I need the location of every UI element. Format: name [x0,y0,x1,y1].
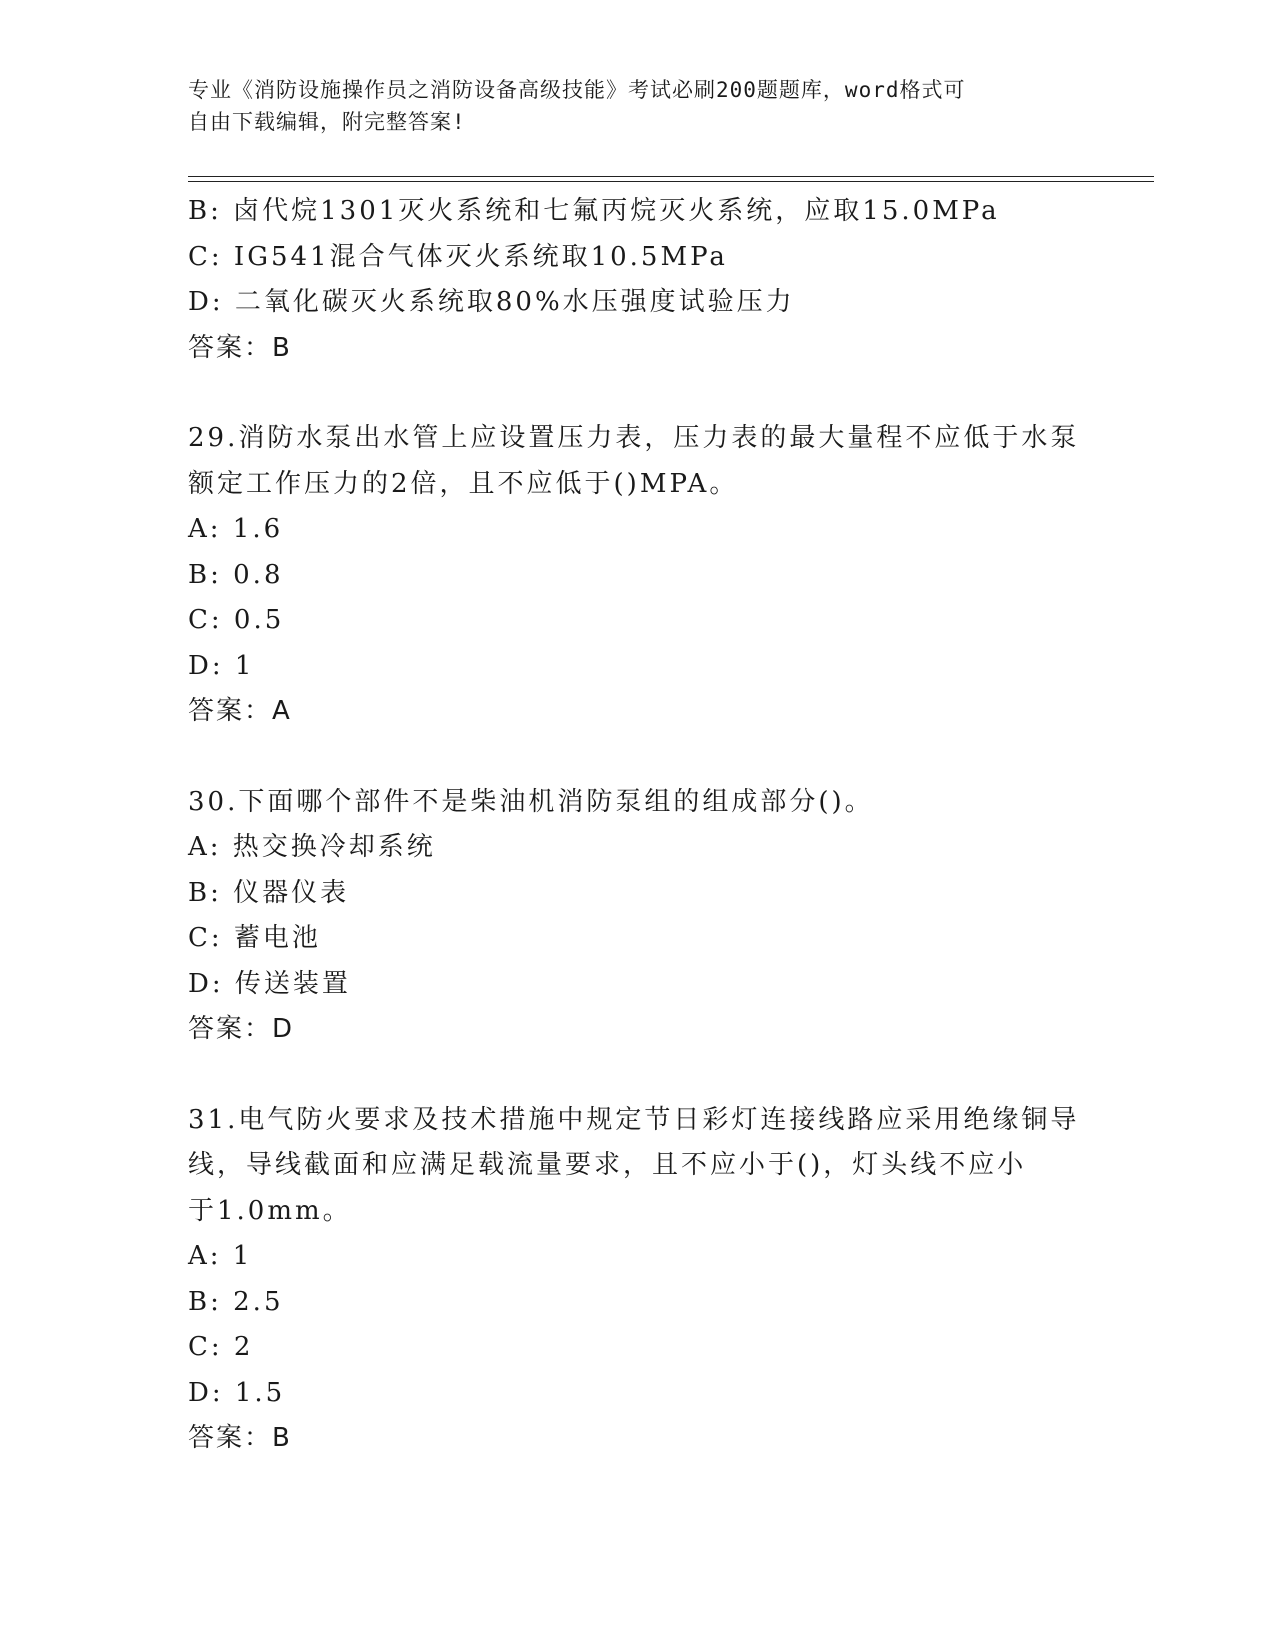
header-divider-bottom [188,181,1154,182]
option-c: C: 2 [188,1332,254,1362]
option-d: D: 传送装置 [188,968,351,999]
question-stem: 额定工作压力的2倍，且不应低于()MPA。 [188,468,739,499]
option-a: A: 1 [188,1241,253,1271]
question-28-tail [188,189,1088,371]
option-a: A: 热交换冷却系统 [188,832,436,862]
option-b: B: 仪器仪表 [188,877,350,908]
header-line-1: 专业《消防设施操作员之消防设备高级技能》考试必刷200题题库，word格式可 [188,78,966,102]
question-31 [188,1098,1088,1462]
spacer [188,1053,1088,1098]
spacer [188,735,1088,780]
option-d: D: 1 [188,650,255,681]
question-stem: 30.下面哪个部件不是柴油机消防泵组的组成部分()。 [188,786,874,817]
question-30 [188,780,1088,1053]
header-divider-top [188,176,1154,177]
question-stem: 线，导线截面和应满足载流量要求，且不应小于()，灯头线不应小 [188,1150,1027,1180]
question-list [188,189,1088,1462]
answer-label: 答案：B [188,332,292,363]
question-29 [188,416,1088,735]
option-b: B: 2.5 [188,1286,284,1317]
option-d: D: 二氧化碳灭火系统取80%水压强度试验压力 [188,287,795,317]
header-line-2: 自由下载编辑，附完整答案! [188,110,466,134]
answer-label: 答案：A [188,696,292,726]
spacer [188,371,1088,416]
question-stem: 于1.0mm。 [188,1195,352,1226]
question-stem: 31.电气防火要求及技术措施中规定节日彩灯连接线路应采用绝缘铜导 [188,1104,1080,1135]
option-c: C: 蓄电池 [188,923,321,953]
option-a: A: 1.6 [188,514,284,544]
option-c: C: 0.5 [188,605,285,635]
answer-label: 答案：B [188,1423,292,1453]
option-c: C: IG541混合气体灭火系统取10.5MPa [188,241,728,272]
option-b: B: 卤代烷1301灭火系统和七氟丙烷灭火系统，应取15.0MPa [188,196,1000,226]
option-d: D: 1.5 [188,1377,286,1408]
answer-label: 答案：D [188,1014,295,1044]
question-stem: 29.消防水泵出水管上应设置压力表，压力表的最大量程不应低于水泵 [188,423,1080,453]
option-b: B: 0.8 [188,559,284,590]
document-header [188,74,1068,138]
